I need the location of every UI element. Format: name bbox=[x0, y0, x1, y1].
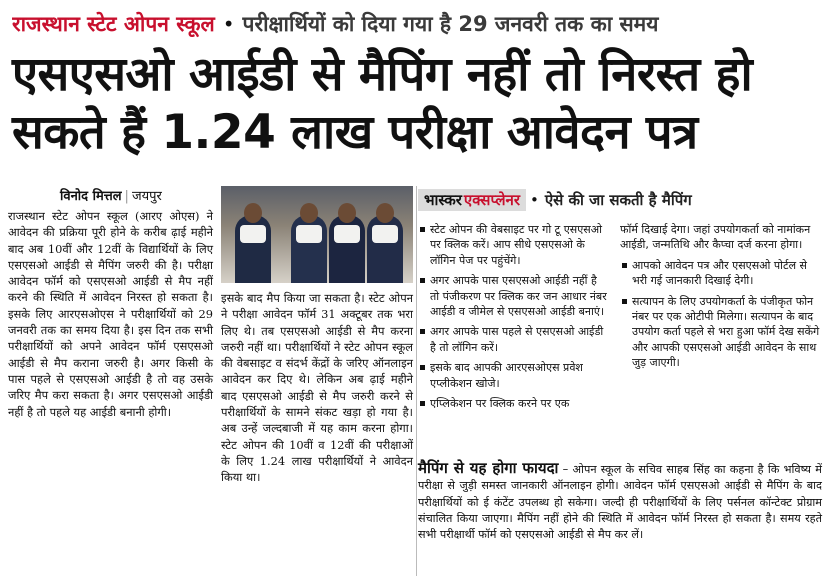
explainer-header bbox=[418, 186, 822, 213]
byline-separator: | bbox=[124, 189, 129, 204]
explainer-step: इसके बाद आपकी आरएसओएस प्रवेश एप्लीकेशन खोजे। bbox=[418, 360, 608, 391]
benefit-paragraph bbox=[418, 460, 822, 543]
benefit-body: ओपन स्कूल के सचिव साहब सिंह का कहना है कि भविष्य में परीक्षा से जुड़ी समस्त जानकारी ऑनलाइन होगी। आवेदन फॉर्म एसएसओ आईडी से मैपिंग के बाद परीक्षार्थियों को ई कंटेंट उपलब्ध हो सकेगा। जल्दी ही परीक्षार्थियों के लिए पर्सनल कॉन्टेक्ट प्रोग्राम संचालित किया जाएगा। मैपिंग नहीं होने की स्थिति में आवेदन फॉर्म निरस्त हो सकता है। समय रहते सभी परीक्षार्थी फॉर्म को एसएसओ आईडी से मैप कर लें। bbox=[418, 463, 822, 542]
byline bbox=[60, 186, 162, 204]
student-shirt bbox=[240, 225, 266, 243]
article-column-2: इसके बाद मैप किया जा सकता है। स्टेट ओपन ने परीक्षा आवेदन फॉर्म 31 अक्टूबर तक भरा लिए थे। तब एसएसओ आईडी से मैप करना जरुरी नहीं था। परीक्षार्थियों ने स्टेट ओपन स्कूल की वेबसाइट व संदर्भ केंद्रों के जरिए ऑनलाइन आवेदन कर दिए थे। लेकिन अब ढ़ाई महीने बाद एसएसओ आईडी से मैप जरुरी करने से परीक्षार्थियों के सामने संकट खड़ा हो गया है। अब उन्हें जल्दबाजी में यह काम करना होगा। स्टेट ओपन की 10वीं व 12वीं की परीक्षाओं के लिए 1.24 लाख परीक्षार्थियों ने आवेदन किया था। bbox=[221, 291, 413, 485]
kicker-bullet: • bbox=[222, 12, 235, 36]
explainer-steps-left bbox=[418, 222, 608, 416]
column-divider bbox=[416, 186, 417, 576]
explainer-title: ऐसे की जा सकती है मैपिंग bbox=[544, 190, 692, 209]
explainer-brand-red: एक्सप्लेनर bbox=[463, 190, 520, 209]
explainer-step: स्टेट ओपन की वेबसाइट पर गो टू एसएसओ पर क्लिक करें। आप सीधे एसएसओ के लॉगिन पेज पर पहुंचेंगे। bbox=[418, 222, 608, 268]
benefit-dash: – bbox=[558, 463, 573, 476]
explainer-steps-right bbox=[620, 222, 820, 376]
student-shirt bbox=[372, 225, 398, 243]
explainer-step: एप्लिकेशन पर क्लिक करने पर एक bbox=[418, 396, 608, 411]
student-head bbox=[300, 203, 318, 223]
explainer-step-continued: फॉर्म दिखाई देगा। जहां उपयोगकर्ता को नामांकन आईडी, जन्मतिथि और कैप्चा दर्ज करना होगा। bbox=[620, 223, 811, 252]
student-head bbox=[376, 203, 394, 223]
students-photo bbox=[221, 186, 413, 283]
explainer-step: अगर आपके पास एसएसओ आईडी नहीं है तो पंजीकरण पर क्लिक कर जन आधार नंबर आईडी व जीमेल से एसएसओ आईडी बनाएं। bbox=[418, 273, 608, 319]
kicker-org: राजस्थान स्टेट ओपन स्कूल bbox=[12, 12, 215, 36]
kicker-info: परीक्षार्थियों को दिया गया है 29 जनवरी तक का समय bbox=[242, 12, 659, 36]
student-shirt bbox=[334, 225, 360, 243]
reporter-name: विनोद मित्तल bbox=[60, 189, 122, 204]
student-head bbox=[244, 203, 262, 223]
explainer-tag bbox=[418, 189, 526, 211]
kicker-line bbox=[12, 6, 820, 42]
article-column-1: राजस्थान स्टेट ओपन स्कूल (आरए ओएस) ने आवेदन की प्रक्रिया पूरी होने के करीब ढ़ाई महीने बाद अब 10वीं और 12वीं के विद्यार्थियों के लिए एसएसओ आईडी से मैपिंग जरुरी की है। परीक्षा आवेदन फॉर्म को एसएसओ आईडी से मैप नहीं करने की स्थिति में आवेदन निरस्त हो सकता है। इसके लिए आरएसओएस ने परीक्षार्थियों को 29 जनवरी तक का समय दिया है। इस दिन तक सभी परीक्षार्थियों को अपने आवेदन फॉर्म एसएसओ आईडी से मैप कराना जरुरी है। अगर किसी के पास पहले से एसएसओ आईडी है तो वह उसके जरिए मैप करा सकता है। अगर एसएसओ आईडी नहीं है तो पहले यह आईडी बनानी होगी। bbox=[8, 209, 213, 419]
student-head bbox=[338, 203, 356, 223]
benefit-heading: मैपिंग से यह होगा फायदा bbox=[418, 459, 559, 477]
headline: एसएसओ आईडी से मैपिंग नहीं तो निरस्त हो सकते हैं 1.24 लाख परीक्षा आवेदन पत्र bbox=[12, 47, 753, 160]
byline-city: जयपुर bbox=[131, 189, 162, 204]
explainer-brand: भास्कर bbox=[424, 190, 462, 209]
explainer-step: आपको आवेदन पत्र और एसएसओ पोर्टल से भरी गई जानकारी दिखाई देगी। bbox=[620, 258, 820, 289]
explainer-step: अगर आपके पास पहले से एसएसओ आईडी है तो लॉगिन करें। bbox=[418, 324, 608, 355]
student-shirt bbox=[296, 225, 322, 243]
explainer-bullet: • bbox=[529, 190, 539, 209]
explainer-step: सत्यापन के लिए उपयोगकर्ता के पंजीकृत फोन नंबर पर एक ओटीपी मिलेगा। सत्यापन के बाद उपयोग कर्ता पहले से भरा हुआ फॉर्म देख सकेंगे और आपकी एसएसओ आईडी आवेदन के साथ जुड़ जाएगी। bbox=[620, 294, 820, 371]
